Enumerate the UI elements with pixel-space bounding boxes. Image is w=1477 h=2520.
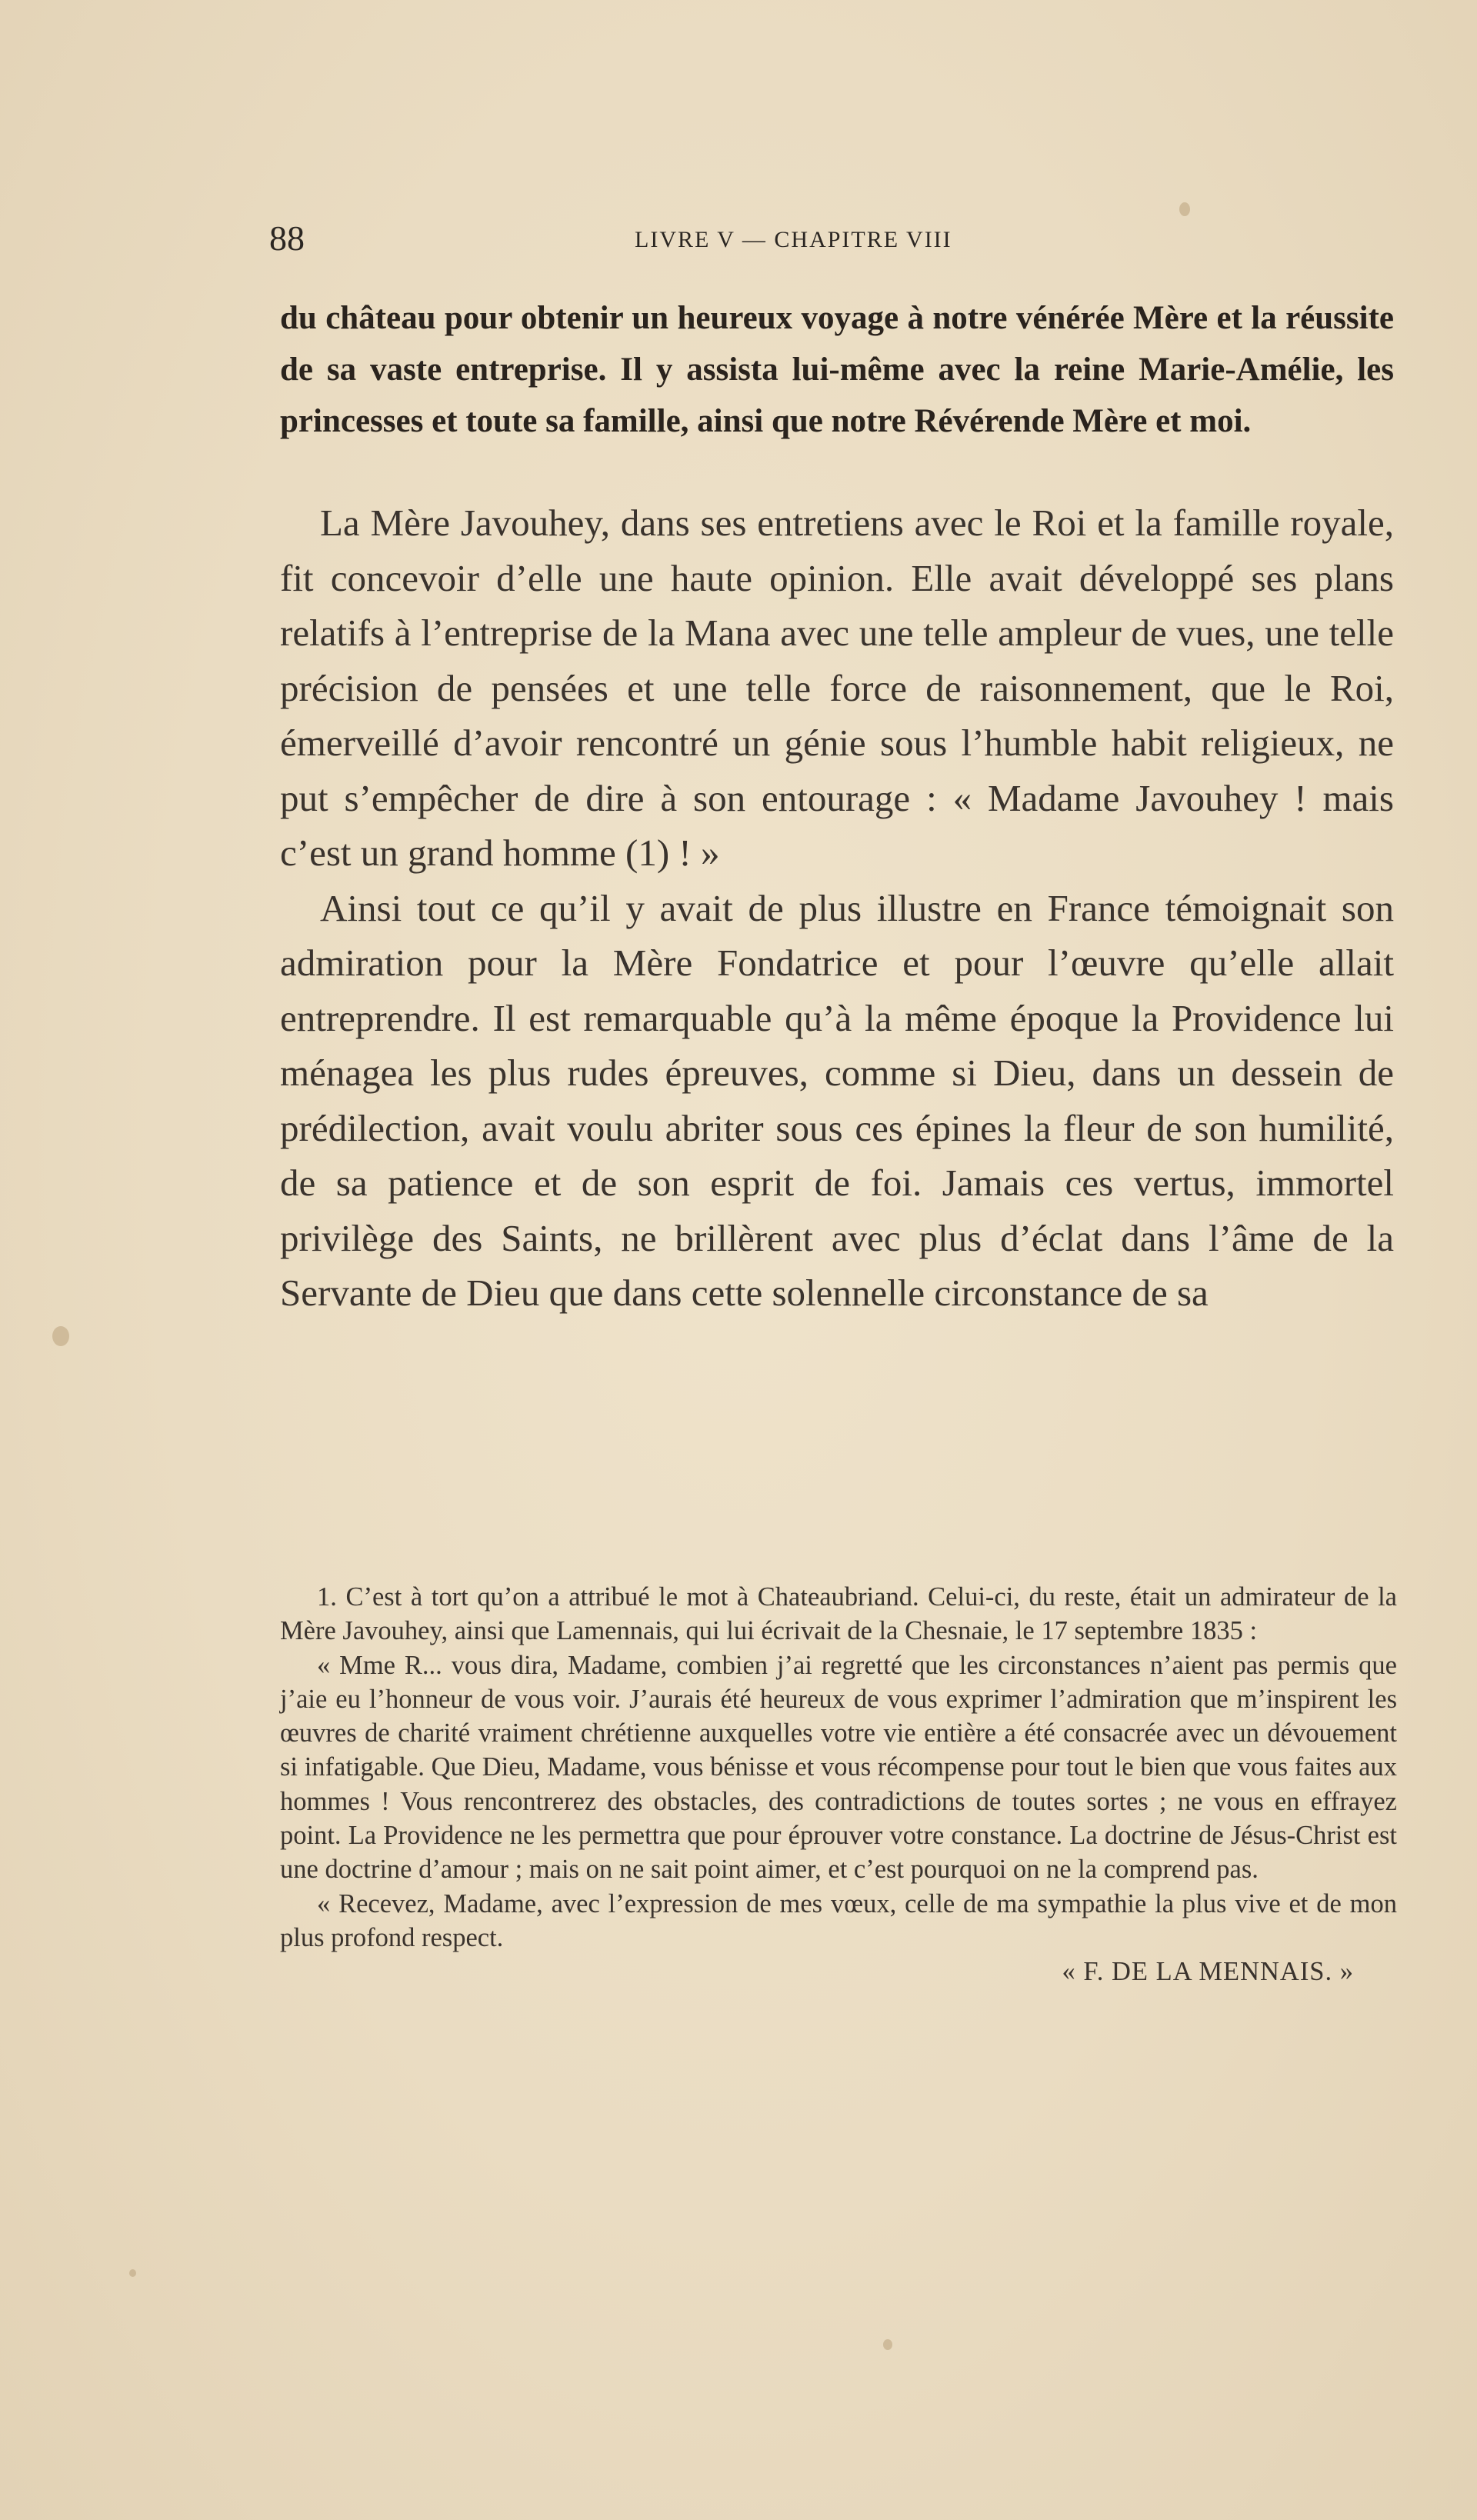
body-paragraph: La Mère Javouhey, dans ses entretiens avec le Roi et la famille royale, fit concevoir d’elle une haute opinion. Elle avait développé ses plans relatifs à l’entreprise de la Mana avec une telle ampleur de vues, une telle précision de pensées et une telle force de raisonnement, que le Roi, émerveillé d’avoir rencontré un génie sous l’humble habit religieux, ne put s’empêcher de dire à son entourage : « Madame Javouhey ! mais c’est un grand homme (1) ! » xyxy=(280,502,1394,874)
page-header xyxy=(269,215,1392,262)
main-text xyxy=(280,292,1394,1321)
footnote-paragraph: « Mme R... vous dira, Madame, combien j’ai regretté que les circonstances n’aient pas permis que j’aie eu l’honneur de vous voir. J’aurais été heureux de vous exprimer l’admiration que m’inspirent les œuvres de charité vraiment chrétienne auxquelles votre vie entière a été consacrée avec un dévouement si infatigable. Que Dieu, Madame, vous bénisse et vous récompense pour tout le bien que vous faites aux hommes ! Vous rencontrerez des obstacles, des contradictions de toutes sortes ; ne vous en effrayez point. La Providence ne les permettra que pour éprouver votre constance. La doctrine de Jésus-Christ est une doctrine d’amour ; mais on ne sait point aimer, et c’est pourquoi on ne la comprend pas. xyxy=(280,1650,1397,1885)
footnote-paragraph: 1. C’est à tort qu’on a attribué le mot à Chateaubriand. Celui-ci, du reste, était un admirateur de la Mère Javouhey, ainsi que Lamennais, qui lui écrivait de la Chesnaie, le 17 septembre 1835 : xyxy=(280,1582,1397,1646)
footnote-signature: « F. DE LA MENNAIS. » xyxy=(1062,1957,1354,1987)
page-number: 88 xyxy=(269,218,305,258)
paper-spot xyxy=(883,2339,892,2350)
running-head: LIVRE V — CHAPITRE VIII xyxy=(635,227,952,252)
body-paragraph: du château pour obtenir un heureux voyage à notre vénérée Mère et la réussite de sa vaste entreprise. Il y assista lui-même avec la reine Marie-Amélie, les princesses et toute sa famille, ainsi que notre Révérende Mère et moi. xyxy=(280,300,1394,439)
footnote-block xyxy=(280,1580,1397,1989)
paper-spot xyxy=(52,1326,69,1346)
footnote-paragraph: « Recevez, Madame, avec l’expression de mes vœux, celle de ma sympathie la plus vive et de mon plus profond respect. xyxy=(280,1888,1397,1952)
body-paragraph: Ainsi tout ce qu’il y avait de plus illustre en France témoignait son admiration pour la Mère Fondatrice et pour l’œuvre qu’elle allait entreprendre. Il est remarquable qu’à la même époque la Providence lui ménagea les plus rudes épreuves, comme si Dieu, dans un dessein de prédilection, avait voulu abriter sous ces épines la fleur de son humilité, de sa patience et de son esprit de foi. Jamais ces vertus, immortel privilège des Saints, ne brillèrent avec plus d’éclat dans l’âme de la Servante de Dieu que dans cette solennelle circonstance de sa xyxy=(280,886,1394,1314)
paper-spot xyxy=(1179,202,1190,216)
paper-spot xyxy=(129,2269,136,2277)
